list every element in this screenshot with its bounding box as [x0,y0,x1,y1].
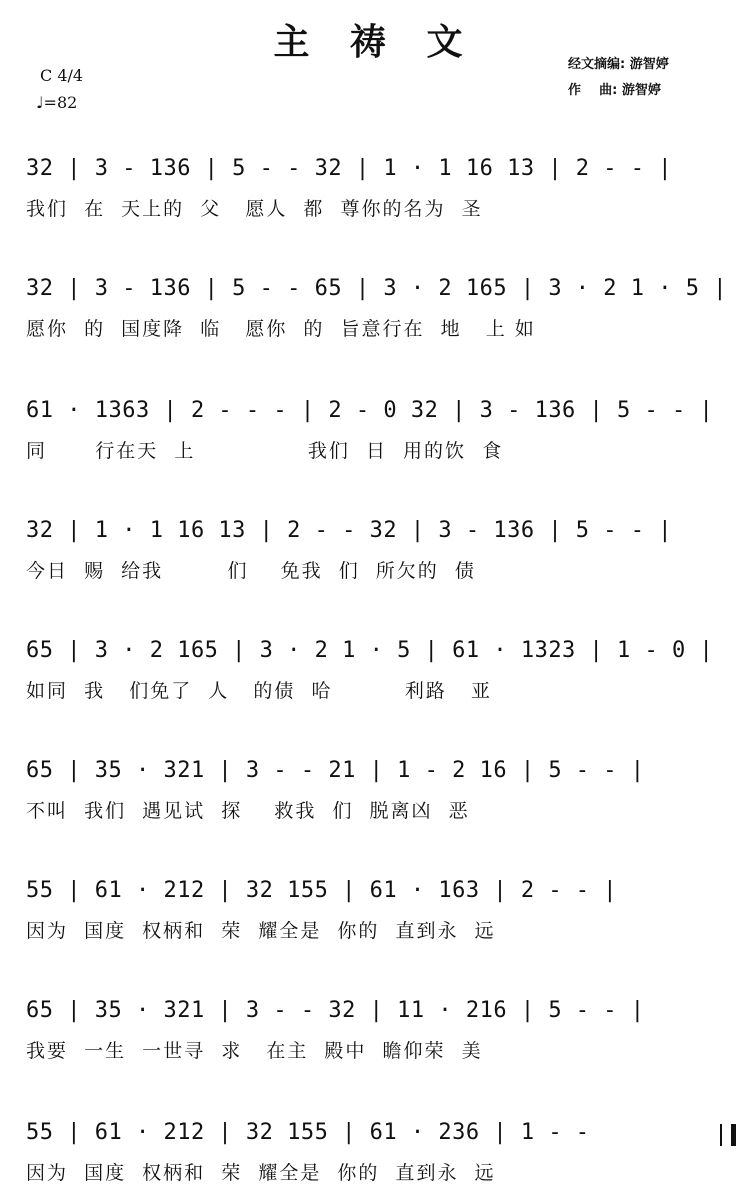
score-line-4 [26,508,726,582]
score-line-7 [26,868,726,942]
lyrics: 因为 国度 权柄和 荣 耀全是 你的 直到永 远 [26,1162,496,1184]
notation: 32 | 3 - 136 | 5 - - 32 | 1 · 1 16 13 | 2 - - | [26,156,673,181]
notation: 32 | 3 - 136 | 5 - - 65 | 3 · 2 165 | 3 · 2 1 · 5 | [26,276,728,301]
notation: 65 | 35 · 321 | 3 - - 21 | 1 - 2 16 | 5 - - | [26,758,645,783]
notation: 65 | 35 · 321 | 3 - - 32 | 11 · 216 | 5 - - | [26,998,645,1023]
notation: 61 · 1363 | 2 - - - | 2 - 0 32 | 3 - 136 | 5 - - | [26,398,714,423]
key-signature: C 4/4 [40,66,84,85]
notation: 32 | 1 · 1 16 13 | 2 - - 32 | 3 - 136 | 5 - - | [26,518,673,543]
lyrics: 今日 赐 给我 们 免我 们 所欠的 债 [26,560,476,582]
lyrics: 同 行在天 上 我们 日 用的饮 食 [26,440,504,462]
notation: 55 | 61 · 212 | 32 155 | 61 · 163 | 2 - - | [26,878,618,903]
score-line-6 [26,748,726,822]
score-line-5 [26,628,726,702]
lyrics: 我们 在 天上的 父 愿人 都 尊你的名为 圣 [26,198,483,220]
lyrics: 因为 国度 权柄和 荣 耀全是 你的 直到永 远 [26,920,496,942]
composer-credit: 作 曲: 游智婷 [568,83,661,98]
score-line-9 [26,1110,726,1184]
lyrics: 如同 我 们免了 人 的债 哈 利路 亚 [26,680,492,702]
score-line-3 [26,388,726,462]
lyrics: 不叫 我们 遇见试 探 救我 们 脱离凶 恶 [26,800,470,822]
notation: 65 | 3 · 2 165 | 3 · 2 1 · 5 | 61 · 1323 | 1 - 0 | [26,638,714,663]
lyrics: 我要 一生 一世寻 求 在主 殿中 瞻仰荣 美 [26,1040,483,1062]
tempo-marking: ♩=82 [36,93,78,112]
lyricist-credit: 经文摘编: 游智婷 [568,57,669,72]
credits [568,52,669,104]
final-barline [720,1124,736,1146]
score-line-8 [26,988,726,1062]
score-line-1 [26,146,726,220]
score-line-2 [26,266,728,340]
lyrics: 愿你 的 国度降 临 愿你 的 旨意行在 地 上 如 [26,318,536,340]
page-title: 主 祷 文 [273,21,477,63]
notation: 55 | 61 · 212 | 32 155 | 61 · 236 | 1 - - [26,1120,590,1145]
